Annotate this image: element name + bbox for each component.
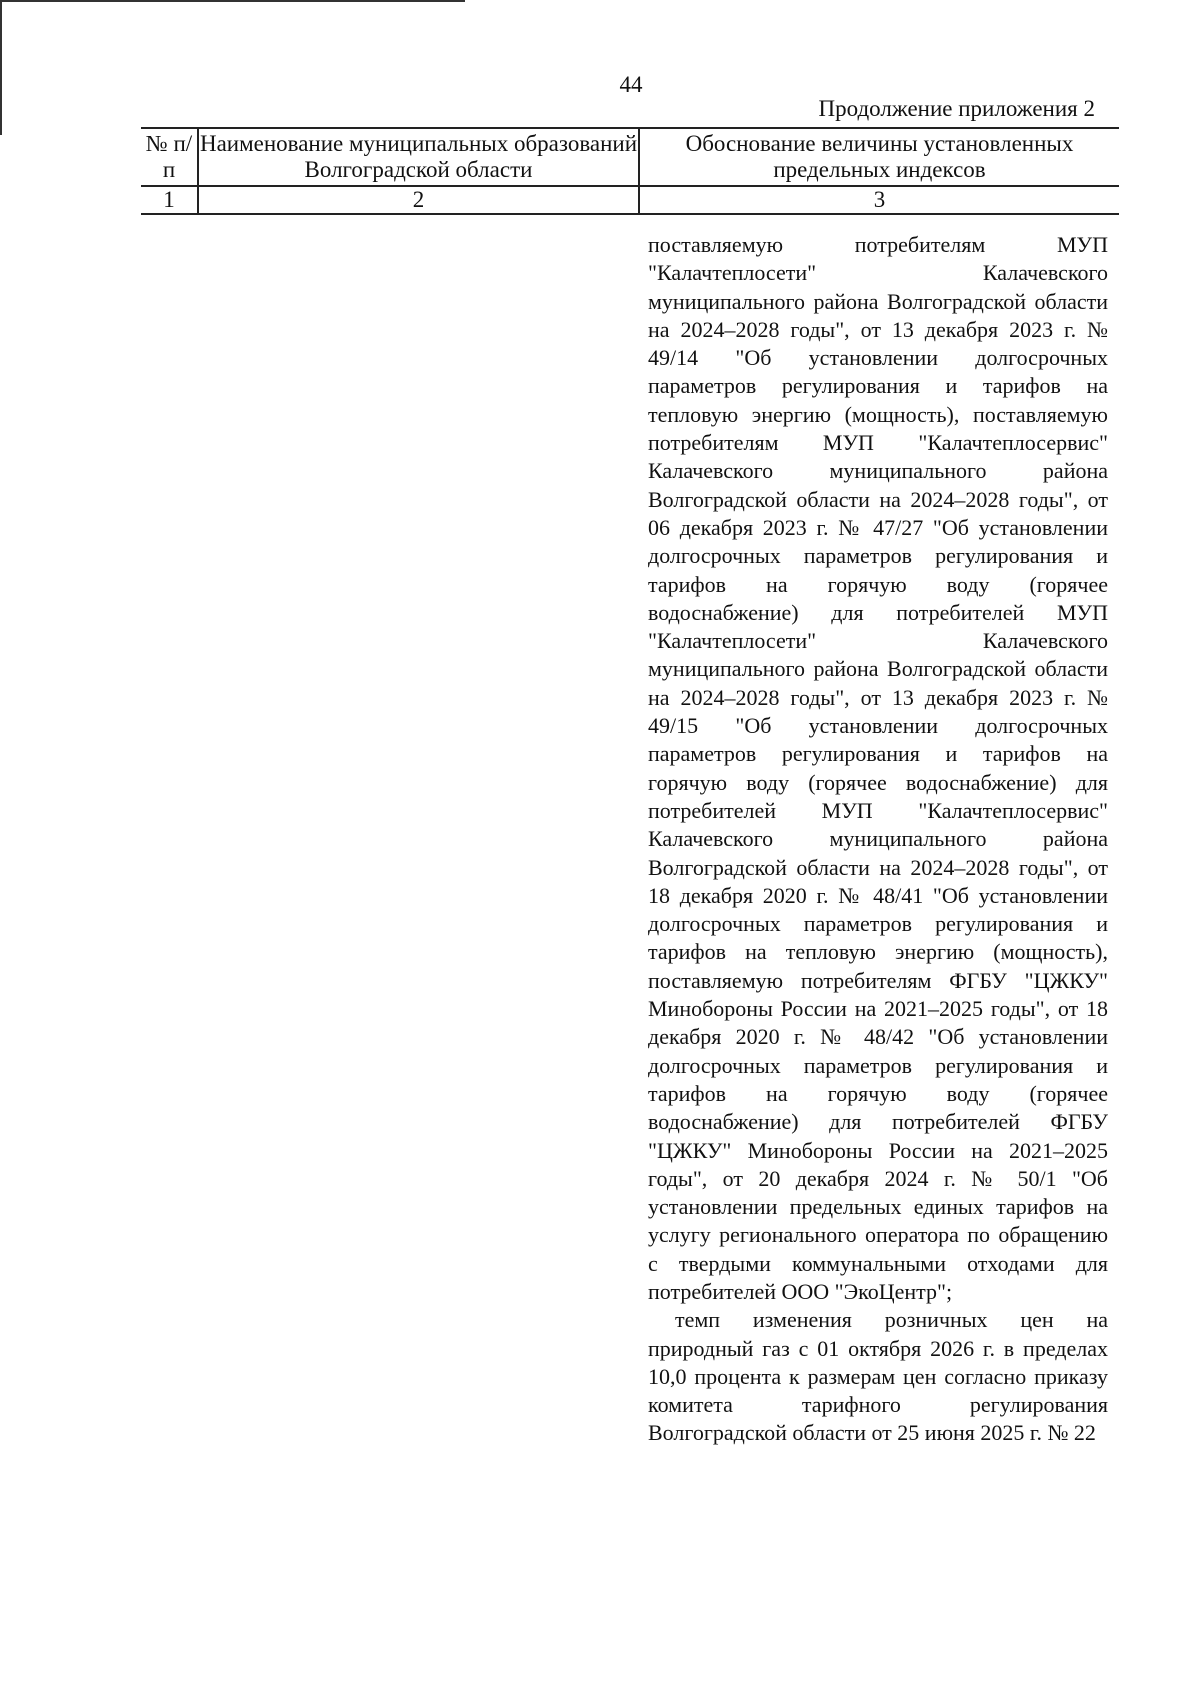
page-number: 44 [619,72,643,97]
justification-paragraph: поставляемую потребителям МУП "Калачтеплосети" Калачевского муниципального района Волгоградской области на 2024–2028 годы", от 13 декабря 2023 г. № 49/14 "Об установлении долгосрочных параметров регулирования и тарифов на тепловую энергию (мощность), поставляемую потребителям МУП "Калачтеплосервис" Калачевского муниципального района Волгоградской области на 2024–2028 годы", от 06 декабря 2023 г. № 47/27 "Об установлении долгосрочных параметров регулирования и тарифов на горячую воду (горячее водоснабжение) для потребителей МУП "Калачтеплосети" Калачевского муниципального района Волгоградской области на 2024–2028 годы", от 13 декабря 2023 г. № 49/15 "Об установлении долгосрочных параметров регулирования и тарифов на горячую воду (горячее водоснабжение) для потребителей МУП "Калачтеплосервис" Калачевского муниципального района Волгоградской области на 2024–2028 годы", от 18 декабря 2020 г. № 48/41 "Об установлении долгосрочных параметров регулирования и тарифов на тепловую энергию (мощность), поставляемую потребителям ФГБУ "ЦЖКУ" Минобороны России на 2021–2025 годы", от 18 декабря 2020 г. № 48/42 "Об установлении долгосрочных параметров регулирования и тарифов на горячую воду (горячее водоснабжение) для потребителей ФГБУ "ЦЖКУ" Минобороны России на 2021–2025 годы", от 20 декабря 2024 г. № 50/1 "Об установлении предельных единых тарифов на услугу регионального оператора по обращению с твердыми коммунальными отходами для потребителей ООО "ЭкоЦентр"; [648,232,1108,1304]
justification-text [648,231,1108,1448]
scan-edge-left [0,0,2,135]
column-number-2: 2 [198,186,639,214]
header-number: № п/п [141,128,198,186]
header-justification: Обоснование величины установленных предельных индексов [639,128,1119,186]
appendix-table-header [141,127,1119,215]
gas-price-paragraph: темп изменения розничных цен на природный газ с 01 октября 2026 г. в пределах 10,0 процента к размерам цен согласно приказу комитета тарифного регулирования Волгоградской области от 25 июня 2025 г. № 22 [648,1307,1108,1446]
table-header-row [141,128,1119,186]
column-number-1: 1 [141,186,198,214]
column-numbers-row [141,186,1119,214]
scan-edge-top [0,0,465,2]
column-number-3: 3 [639,186,1119,214]
continuation-label: Продолжение приложения 2 [818,96,1095,121]
header-municipality-name: Наименование муниципальных образований Волгоградской области [198,128,639,186]
